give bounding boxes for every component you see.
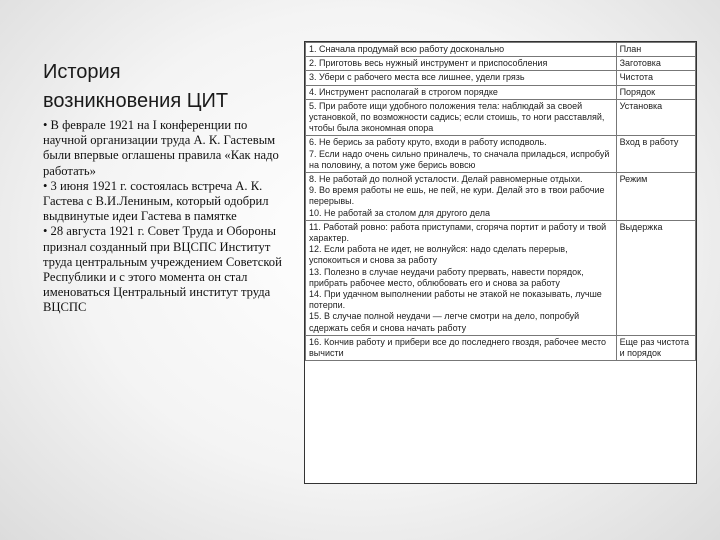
- rule-text: [306, 99, 617, 136]
- slide-title: [43, 58, 283, 116]
- paragraph-june-1921: • 3 июня 1921 г. состоялась встреча А. К. Гастева с В.И.Лениным, который одобрил выдвинутые идеи Гастева в памятке: [43, 178, 269, 224]
- rule-line: 1. Сначала продумай всю работу досконально: [309, 44, 505, 54]
- work-rules-table: [304, 41, 697, 484]
- paragraph-feb-1921: • В феврале 1921 на I конференции по научной организации труда А. К. Гастевым были впервые оглашены правила «Как надо работать»: [43, 118, 279, 178]
- rule-line: 5. При работе ищи удобного положения тела: наблюдай за своей установкой, по возможности садись; если стоишь, то ноги расставляй, чтобы была экономная опора: [309, 100, 605, 134]
- rule-line: 15. В случае полной неудачи — легче смотри на дело, попробуй сдержать себя и снова начать работу: [309, 311, 580, 333]
- table-row: [306, 85, 696, 99]
- rule-line: 13. Полезно в случае неудачи работу прервать, навести порядок, прибрать рабочее место, облюбовать его и снова за работу: [309, 266, 584, 288]
- rule-line: 6. Не берись за работу круто, входи в работу исподволь.: [309, 137, 547, 148]
- rule-text: [306, 220, 617, 335]
- rule-line: 10. Не работай за столом для другого дела: [309, 207, 490, 218]
- rule-line: 14. При удачном выполнении работы не этакой не показывать, лучше потерпи.: [309, 289, 602, 311]
- rule-text: [306, 173, 617, 221]
- rule-principle: Установка: [616, 99, 695, 136]
- rule-text: [306, 85, 617, 99]
- rule-line: 12. Если работа не идет, не волнуйся: надо сделать перерыв, успокоиться и снова за работу: [309, 244, 568, 266]
- table-row: [306, 99, 696, 136]
- paragraph-aug-1921: • 28 августа 1921 г. Совет Труда и Обороны признал созданный при ВЦСПС Институт труда центральным учреждением Советской Республики и с этого момента он стал именоваться Центральный институт труда ВЦСПС: [43, 224, 282, 315]
- rule-text: [306, 43, 617, 57]
- rule-principle: Режим: [616, 173, 695, 221]
- rule-principle: Порядок: [616, 85, 695, 99]
- rule-text: [306, 57, 617, 71]
- table-row: [306, 335, 696, 360]
- rule-text: [306, 335, 617, 360]
- rule-principle: Заготовка: [616, 57, 695, 71]
- rule-line: 16. Кончив работу и прибери все до последнего гвоздя, рабочее место вычисти: [309, 336, 606, 359]
- table-row: [306, 136, 696, 173]
- rule-text: [306, 136, 617, 173]
- rule-principle: Выдержка: [616, 220, 695, 335]
- title-line-1: История: [43, 61, 121, 83]
- table-row: [306, 220, 696, 335]
- rule-principle: Чистота: [616, 71, 695, 85]
- rule-principle: Вход в работу: [616, 136, 695, 173]
- rule-line: 7. Если надо очень сильно приналечь, то сначала приладься, иcпробуй на половину, а потом уже берись вовсю: [309, 148, 610, 170]
- rule-text: [306, 71, 617, 85]
- rule-line: 3. Убери с рабочего места все лишнее, удели грязь: [309, 72, 525, 83]
- rule-line: 9. Во время работы не ешь, не пей, не кури. Делай это в твои рабочие перерывы.: [309, 185, 605, 207]
- rule-line: 11. Работай ровно: работа приступами, сгоряча портит и работу и твой характер.: [309, 221, 607, 244]
- rule-line: 2. Приготовь весь нужный инструмент и приспособления: [309, 58, 548, 69]
- table-row: [306, 43, 696, 57]
- rule-line: 4. Инструмент располагай в строгом порядке: [309, 86, 498, 97]
- rule-line: 8. Не работай до полной усталости. Делай равномерные отдыхи.: [309, 174, 583, 185]
- rule-principle: План: [616, 43, 695, 57]
- history-text: [43, 118, 283, 316]
- table-row: [306, 57, 696, 71]
- rule-principle: Еще раз чистота и порядок: [616, 335, 695, 360]
- table-row: [306, 71, 696, 85]
- title-line-2: возникновения ЦИТ: [43, 90, 229, 112]
- table-row: [306, 173, 696, 221]
